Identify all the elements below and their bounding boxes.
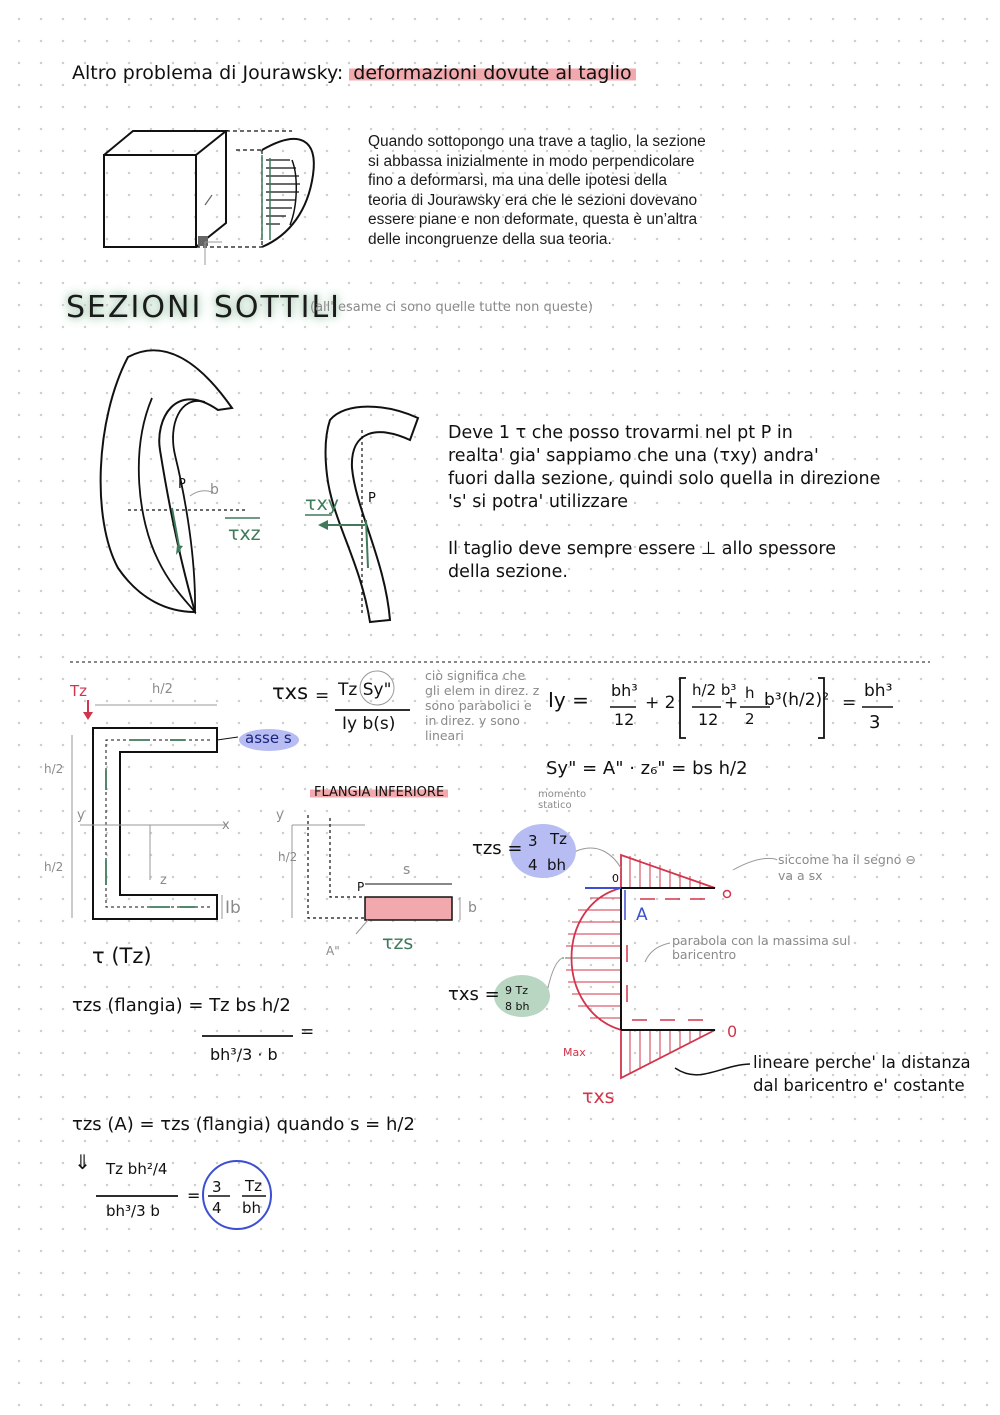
cube-figure [104,131,226,247]
label-x: x [222,818,230,833]
label-p2: P [368,491,376,506]
iy-lhs: Iy = [548,688,589,712]
iy-term3-den: 2 [745,710,755,728]
section-title-text: SEZIONI SOTTILI [66,290,342,325]
txs-bottom-label: τxs [582,1086,615,1108]
label-h2-top: h/2 [152,682,173,697]
intro-line: teoria di Jourawsky era che le sezioni dovevano [368,191,698,209]
iy-term3-num: h [745,684,755,702]
tzs-value-label: τzs = [472,838,523,859]
iy-rhs-num: bh³ [864,681,893,701]
final-result-bh: bh [242,1199,262,1217]
intro-line: Quando sottopongo una trave a taglio, la sezione [368,133,706,150]
sy-formula: Sy" = A" · z₆" = bs h/2 [546,758,748,779]
lineare-note-1: lineare perche' la distanza [753,1053,971,1072]
label-b: b [210,482,219,498]
thin-section-notes [448,422,880,584]
tzs-value-bh: bh [547,856,567,874]
label-tz: Tz [70,682,88,700]
iy-term2-den: 12 [698,710,719,729]
label-s: s [403,862,411,878]
txs-note: ciò significa che gli elem in direz. z sono parabolici e in direz. y sono lineari [425,668,540,743]
parabola-note: parabola con la massima sul baricentro [672,933,851,962]
intro-line: delle incongruenze della sua teoria. [368,230,612,248]
label-h2-left2: h/2 [44,860,64,874]
tzs-a-formula: τzs (A) = τzs (flangia) quando s = h/2 [72,1114,415,1135]
final-den: bh³/3 b [106,1202,160,1220]
implies-arrow: ⇓ [74,1150,91,1174]
equals-sign: = [315,686,330,706]
final-result-tz: Tz [245,1177,263,1195]
cube-dashed [196,131,292,247]
label-b2: b [468,900,477,916]
label-y2: y [276,808,284,823]
iy-term3-rest: b³(h/2)² [764,690,830,710]
intro-line: si abbassa inizialmente in modo perpendicolare [368,152,695,170]
label-h2-left1: h/2 [44,762,64,776]
iy-rhs-den: 3 [869,712,881,733]
note-line: fuori dalla sezione, quindi solo quella in direzione [448,469,881,489]
label-txz: τxz [228,523,261,545]
note-line: 's' si potra' utilizzare [448,492,629,512]
tzs-flangia-den: bh³/3 · b [210,1045,278,1064]
label-asse-s: asse s [245,729,292,747]
txs-value-den: 8 bh [505,1000,530,1013]
tzs-value-tz: Tz [550,830,568,848]
zero-top: 0 [612,872,619,885]
iy-plus: + [724,693,739,713]
txs-value-label: τxs = [448,984,500,1005]
label-p3: P [357,880,365,894]
intro-line: essere piane e non deformate, questa è un’altra [368,211,698,228]
note-line: Il taglio deve sempre essere ⊥ allo spessore [448,539,836,559]
note-line: realta' gia' sappiamo che una (τxy) andra' [448,446,819,466]
txs-den: Iy b(s) [342,714,396,734]
label-tau-tz: τ (Tz) [92,944,152,968]
label-a2: A" [326,944,340,958]
section-note: (all' esame ci sono quelle tutte non queste) [310,300,593,315]
max-label: Max [563,1046,586,1059]
label-z: z [160,873,167,888]
stress-diagram [546,848,777,1078]
sign-note: siccome ha il segno ⊖ va a sx [778,852,916,883]
iy-term1-den: 12 [614,710,635,729]
thin-section-2-outer [326,407,418,622]
flangia-inferiore-text: FLANGIA INFERIORE [310,785,448,800]
note-line: Deve 1 τ che posso trovarmi nel pt P in [448,423,793,443]
flangia-figure [292,815,460,934]
tzs-flangia-eq: = [300,1022,315,1042]
final-eq: = [187,1186,201,1205]
iy-equals: = [842,693,857,713]
txs-value-num: 9 Tz [505,984,528,997]
c-section [93,728,217,919]
txs-num: Tz Sy" [338,680,392,700]
intro-paragraph [368,132,706,249]
label-tzs: τzs [382,932,414,954]
tzs-value-num: 3 [528,832,538,850]
iy-term1-num: bh³ [611,681,638,700]
thin-section-1-inner [139,398,205,612]
final-result-num: 3 [212,1178,222,1196]
label-p1: P [178,477,186,492]
tzs-flangia-lhs: τzs (flangia) = Tz bs h/2 [72,995,291,1016]
zero-bottom: 0 [727,1022,738,1041]
label-h2-small: h/2 [278,850,298,864]
tzs-value-den: 4 [528,856,538,874]
label-tb: Ib [225,898,241,918]
iy-term2-num: h/2 b³ [692,681,737,699]
iy-plus2: + 2 [645,693,676,713]
flangia-inferiore-label [310,785,448,800]
note-line: della sezione. [448,562,568,582]
final-num: Tz bh²/4 [106,1160,168,1178]
txs-lhs: τxs [272,680,309,704]
final-result-den: 4 [212,1199,222,1217]
title-prefix: Altro problema di Jourawsky: [72,62,344,84]
intro-line: fino a deformarsi, ma una delle ipotesi della [368,172,667,189]
point-a: A [636,905,648,925]
label-txy: τxy [305,493,339,515]
lineare-note-2: dal baricentro e' costante [753,1076,965,1095]
section-title [66,290,341,325]
label-y: y [77,808,85,823]
title-highlight: deformazioni dovute al taglio [349,62,635,84]
momento-statico: momento statico [538,789,587,811]
